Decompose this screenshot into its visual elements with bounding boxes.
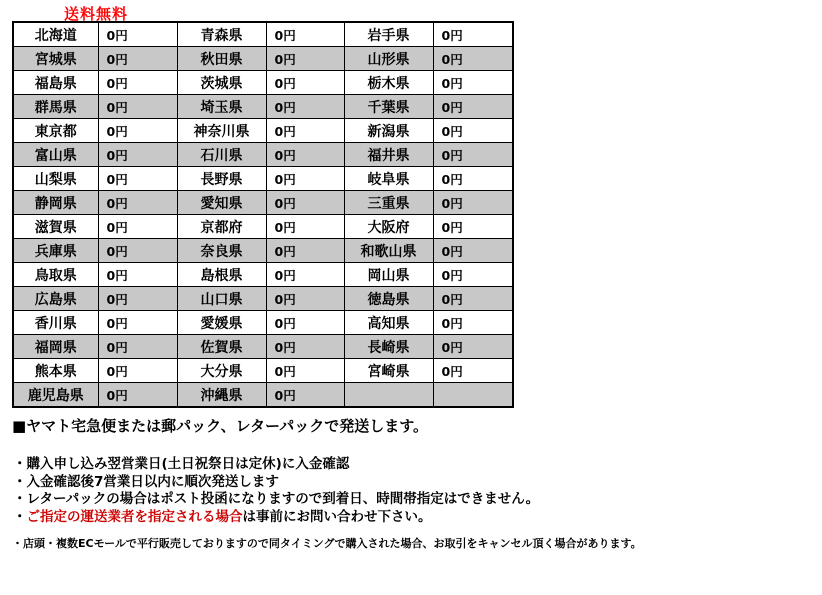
shipping-note-item <box>13 509 539 527</box>
note-text: レターパックの場合はポスト投函になりますので到着日、時間帯指定はできません。 <box>26 491 540 507</box>
parallel-sales-note: ・店頭・複数ECモールで平行販売しておりますので同タイミングで購入された場合、お取引をキャンセル頂く場合があります。 <box>12 537 642 550</box>
prefecture-cell: 和歌山県 <box>344 239 433 263</box>
table-row <box>13 95 513 119</box>
prefecture-cell: 愛知県 <box>177 191 266 215</box>
table-row <box>13 311 513 335</box>
prefecture-cell: 山梨県 <box>13 167 98 191</box>
fee-cell: 0円 <box>98 263 177 287</box>
table-row <box>13 383 513 408</box>
prefecture-cell: 鹿児島県 <box>13 383 98 408</box>
prefecture-cell: 岩手県 <box>344 22 433 47</box>
prefecture-cell: 宮城県 <box>13 47 98 71</box>
table-row <box>13 263 513 287</box>
fee-cell: 0円 <box>433 335 513 359</box>
note-text: 入金確認後7営業日以内に順次発送します <box>26 473 279 490</box>
prefecture-cell: 東京都 <box>13 119 98 143</box>
fee-cell: 0円 <box>266 359 344 383</box>
prefecture-cell: 神奈川県 <box>177 119 266 143</box>
fee-cell: 0円 <box>266 119 344 143</box>
prefecture-cell: 石川県 <box>177 143 266 167</box>
fee-cell: 0円 <box>433 263 513 287</box>
fee-cell: 0円 <box>433 287 513 311</box>
table-row <box>13 22 513 47</box>
fee-cell: 0円 <box>266 215 344 239</box>
prefecture-cell: 岡山県 <box>344 263 433 287</box>
prefecture-cell: 福岡県 <box>13 335 98 359</box>
fee-cell: 0円 <box>266 95 344 119</box>
prefecture-cell: 熊本県 <box>13 359 98 383</box>
free-shipping-title: 送料無料 <box>64 5 129 23</box>
shipping-note-item <box>13 491 539 509</box>
fee-cell: 0円 <box>266 143 344 167</box>
fee-cell: 0円 <box>433 239 513 263</box>
fee-cell: 0円 <box>266 22 344 47</box>
prefecture-cell: 香川県 <box>13 311 98 335</box>
prefecture-cell <box>344 383 433 408</box>
prefecture-cell: 高知県 <box>344 311 433 335</box>
table-row <box>13 335 513 359</box>
prefecture-cell: 岐阜県 <box>344 167 433 191</box>
fee-cell: 0円 <box>98 311 177 335</box>
prefecture-cell: 富山県 <box>13 143 98 167</box>
fee-cell: 0円 <box>433 359 513 383</box>
table-row <box>13 71 513 95</box>
fee-cell: 0円 <box>433 22 513 47</box>
prefecture-cell: 北海道 <box>13 22 98 47</box>
prefecture-cell: 宮崎県 <box>344 359 433 383</box>
table-row <box>13 167 513 191</box>
shipping-fee-table <box>12 21 514 408</box>
fee-cell: 0円 <box>433 119 513 143</box>
prefecture-cell: 山口県 <box>177 287 266 311</box>
fee-cell: 0円 <box>98 215 177 239</box>
fee-cell: 0円 <box>266 191 344 215</box>
prefecture-cell: 群馬県 <box>13 95 98 119</box>
fee-cell: 0円 <box>98 335 177 359</box>
prefecture-cell: 新潟県 <box>344 119 433 143</box>
prefecture-cell: 秋田県 <box>177 47 266 71</box>
prefecture-cell: 福島県 <box>13 71 98 95</box>
bullet-marker: ・ <box>13 491 27 507</box>
prefecture-cell: 徳島県 <box>344 287 433 311</box>
note-text: ご指定の運送業者を指定される場合 <box>26 508 243 525</box>
fee-cell: 0円 <box>266 263 344 287</box>
fee-cell: 0円 <box>433 47 513 71</box>
prefecture-cell: 茨城県 <box>177 71 266 95</box>
prefecture-cell: 奈良県 <box>177 239 266 263</box>
table-row <box>13 119 513 143</box>
prefecture-cell: 兵庫県 <box>13 239 98 263</box>
prefecture-cell: 福井県 <box>344 143 433 167</box>
fee-cell: 0円 <box>433 71 513 95</box>
fee-cell <box>433 383 513 408</box>
fee-cell: 0円 <box>98 143 177 167</box>
fee-cell: 0円 <box>433 167 513 191</box>
table-row <box>13 287 513 311</box>
note-text: 購入申し込み翌営業日(土日祝祭日は定休)に入金確認 <box>26 456 350 472</box>
table-row <box>13 143 513 167</box>
fee-cell: 0円 <box>98 287 177 311</box>
fee-cell: 0円 <box>98 22 177 47</box>
fee-cell: 0円 <box>433 311 513 335</box>
fee-cell: 0円 <box>266 335 344 359</box>
prefecture-cell: 長野県 <box>177 167 266 191</box>
fee-cell: 0円 <box>433 95 513 119</box>
prefecture-cell: 京都府 <box>177 215 266 239</box>
table-row <box>13 215 513 239</box>
table-row <box>13 359 513 383</box>
prefecture-cell: 滋賀県 <box>13 215 98 239</box>
table-row <box>13 47 513 71</box>
prefecture-cell: 大阪府 <box>344 215 433 239</box>
fee-cell: 0円 <box>98 119 177 143</box>
fee-cell: 0円 <box>98 191 177 215</box>
prefecture-cell: 大分県 <box>177 359 266 383</box>
shipping-note-item <box>13 456 539 474</box>
fee-cell: 0円 <box>98 239 177 263</box>
prefecture-cell: 山形県 <box>344 47 433 71</box>
prefecture-cell: 鳥取県 <box>13 263 98 287</box>
bullet-marker: ・ <box>13 473 27 490</box>
fee-cell: 0円 <box>266 167 344 191</box>
table-row <box>13 191 513 215</box>
bullet-marker: ・ <box>13 508 27 525</box>
fee-cell: 0円 <box>266 71 344 95</box>
fee-cell: 0円 <box>98 383 177 408</box>
table-row <box>13 239 513 263</box>
fee-cell: 0円 <box>98 167 177 191</box>
fee-cell: 0円 <box>433 143 513 167</box>
fee-cell: 0円 <box>98 359 177 383</box>
fee-cell: 0円 <box>98 71 177 95</box>
fee-cell: 0円 <box>98 47 177 71</box>
note-text: は事前にお問い合わせ下さい。 <box>242 508 432 525</box>
fee-cell: 0円 <box>266 383 344 408</box>
prefecture-cell: 千葉県 <box>344 95 433 119</box>
prefecture-cell: 青森県 <box>177 22 266 47</box>
fee-cell: 0円 <box>433 191 513 215</box>
prefecture-cell: 長崎県 <box>344 335 433 359</box>
fee-cell: 0円 <box>266 287 344 311</box>
fee-cell: 0円 <box>98 95 177 119</box>
fee-cell: 0円 <box>433 215 513 239</box>
shipping-note-item <box>13 474 539 492</box>
fee-cell: 0円 <box>266 239 344 263</box>
prefecture-cell: 栃木県 <box>344 71 433 95</box>
prefecture-cell: 広島県 <box>13 287 98 311</box>
fee-cell: 0円 <box>266 311 344 335</box>
fee-cell: 0円 <box>266 47 344 71</box>
prefecture-cell: 三重県 <box>344 191 433 215</box>
prefecture-cell: 埼玉県 <box>177 95 266 119</box>
bullet-marker: ・ <box>13 456 27 472</box>
prefecture-cell: 沖縄県 <box>177 383 266 408</box>
prefecture-cell: 佐賀県 <box>177 335 266 359</box>
prefecture-cell: 愛媛県 <box>177 311 266 335</box>
shipping-method-heading: ■ヤマト宅急便または郵パック、レターパックで発送します。 <box>12 417 429 435</box>
prefecture-cell: 島根県 <box>177 263 266 287</box>
prefecture-cell: 静岡県 <box>13 191 98 215</box>
shipping-notes-list <box>13 456 539 526</box>
